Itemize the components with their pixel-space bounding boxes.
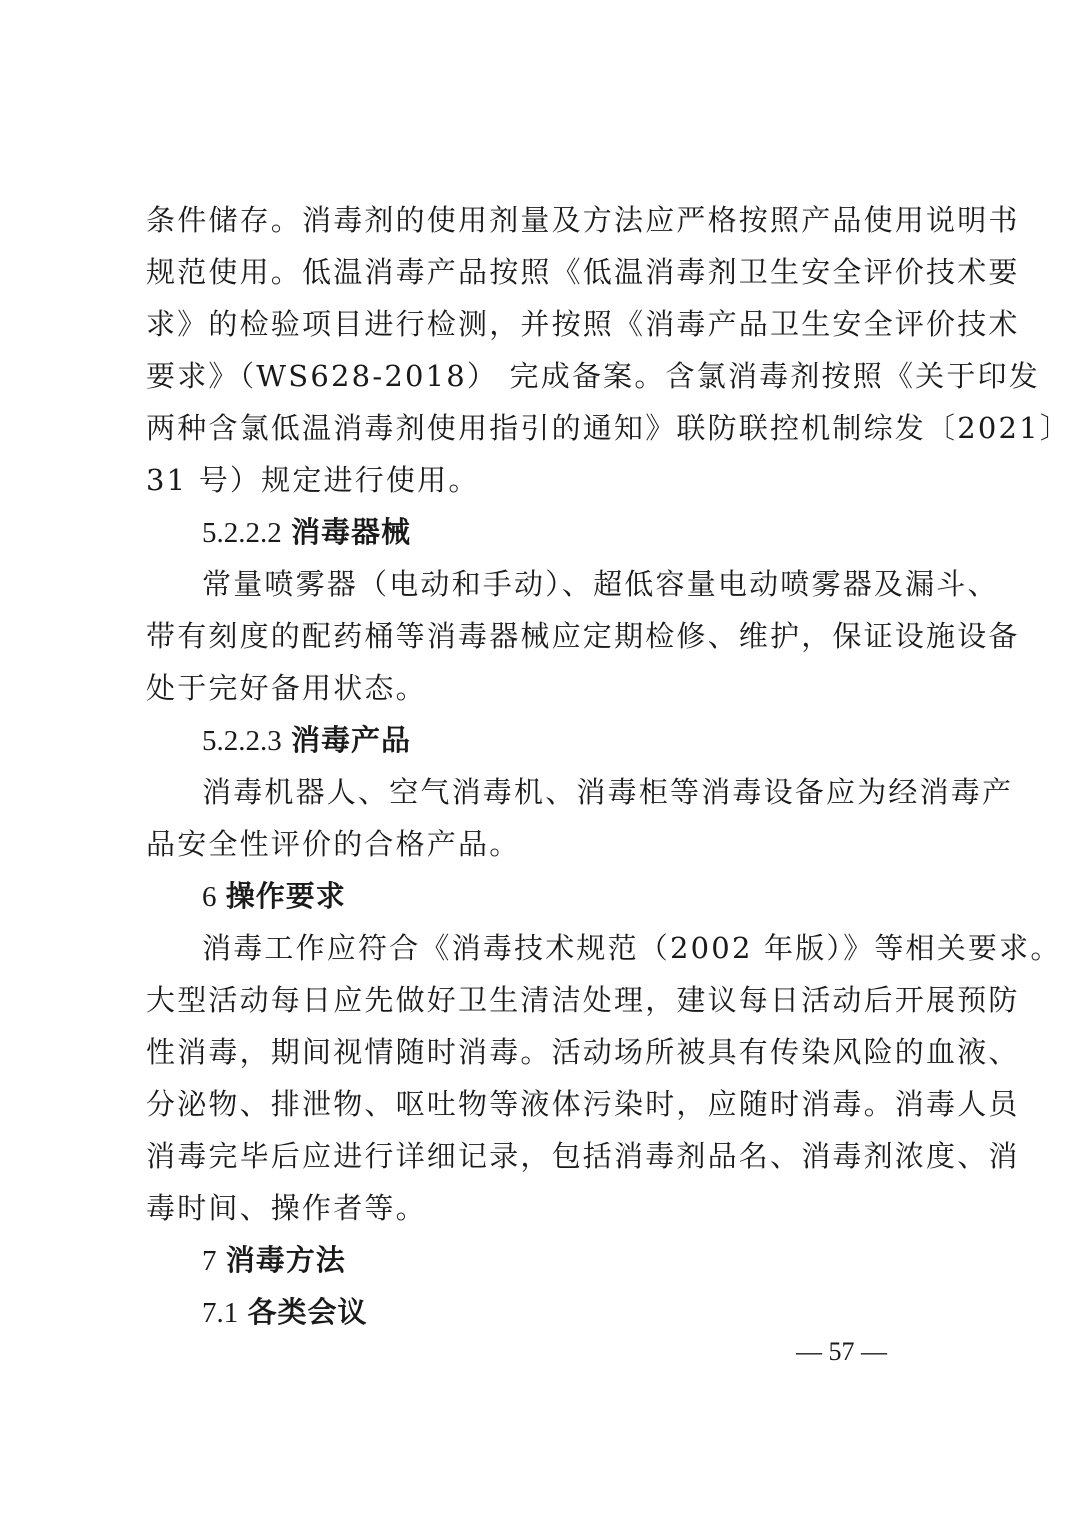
heading-number: 7 [202, 1245, 217, 1277]
paragraph-line: 处于完好备用状态。 [146, 671, 427, 705]
heading-number: 6 [202, 881, 217, 913]
section-heading-6 [202, 876, 346, 916]
paragraph-line: 品安全性评价的合格产品。 [146, 827, 521, 861]
section-heading-7 [202, 1240, 346, 1280]
paragraph-line: 带有刻度的配药桶等消毒器械应定期检修、维护，保证设施设备 [146, 619, 1020, 653]
paragraph-line: 消毒工作应符合《消毒技术规范（2002 年版）》等相关要求。 [202, 931, 1062, 965]
heading-title: 消毒产品 [290, 723, 411, 757]
paragraph-line: 毒时间、操作者等。 [146, 1191, 427, 1225]
heading-number: 5.2.2.2 [202, 517, 282, 549]
paragraph-line: 条件储存。消毒剂的使用剂量及方法应严格按照产品使用说明书 [146, 203, 1020, 237]
paragraph-line: 大型活动每日应先做好卫生清洁处理，建议每日活动后开展预防 [146, 983, 1020, 1017]
paragraph-line: 分泌物、排泄物、呕吐物等液体污染时，应随时消毒。消毒人员 [146, 1087, 1020, 1121]
paragraph-line: 性消毒，期间视情随时消毒。活动场所被具有传染风险的血液、 [146, 1035, 1020, 1069]
heading-title: 操作要求 [225, 879, 346, 913]
paragraph-line: 消毒完毕后应进行详细记录，包括消毒剂品名、消毒剂浓度、消 [146, 1139, 1020, 1173]
heading-title: 各类会议 [247, 1295, 368, 1329]
heading-title: 消毒器械 [290, 515, 411, 549]
heading-number: 5.2.2.3 [202, 725, 282, 757]
paragraph-line: 要求》（WS628-2018） 完成备案。含氯消毒剂按照《关于印发 [146, 359, 1040, 393]
paragraph-line: 规范使用。低温消毒产品按照《低温消毒剂卫生安全评价技术要 [146, 255, 1020, 289]
page-number: — 57 — [796, 1337, 887, 1366]
paragraph-line: 31 号）规定进行使用。 [146, 463, 480, 497]
section-heading-5222 [202, 512, 411, 552]
heading-title: 消毒方法 [225, 1243, 346, 1277]
section-heading-71 [202, 1292, 367, 1332]
paragraph-line: 求》的检验项目进行检测，并按照《消毒产品卫生安全评价技术 [146, 307, 1020, 341]
paragraph-line: 常量喷雾器（电动和手动）、超低容量电动喷雾器及漏斗、 [202, 567, 999, 601]
paragraph-line: 两种含氯低温消毒剂使用指引的通知》联防联控机制综发〔2021〕 [146, 411, 1072, 445]
paragraph-line: 消毒机器人、空气消毒机、消毒柜等消毒设备应为经消毒产 [202, 775, 1014, 809]
heading-number: 7.1 [202, 1297, 239, 1329]
section-heading-5223 [202, 720, 411, 760]
